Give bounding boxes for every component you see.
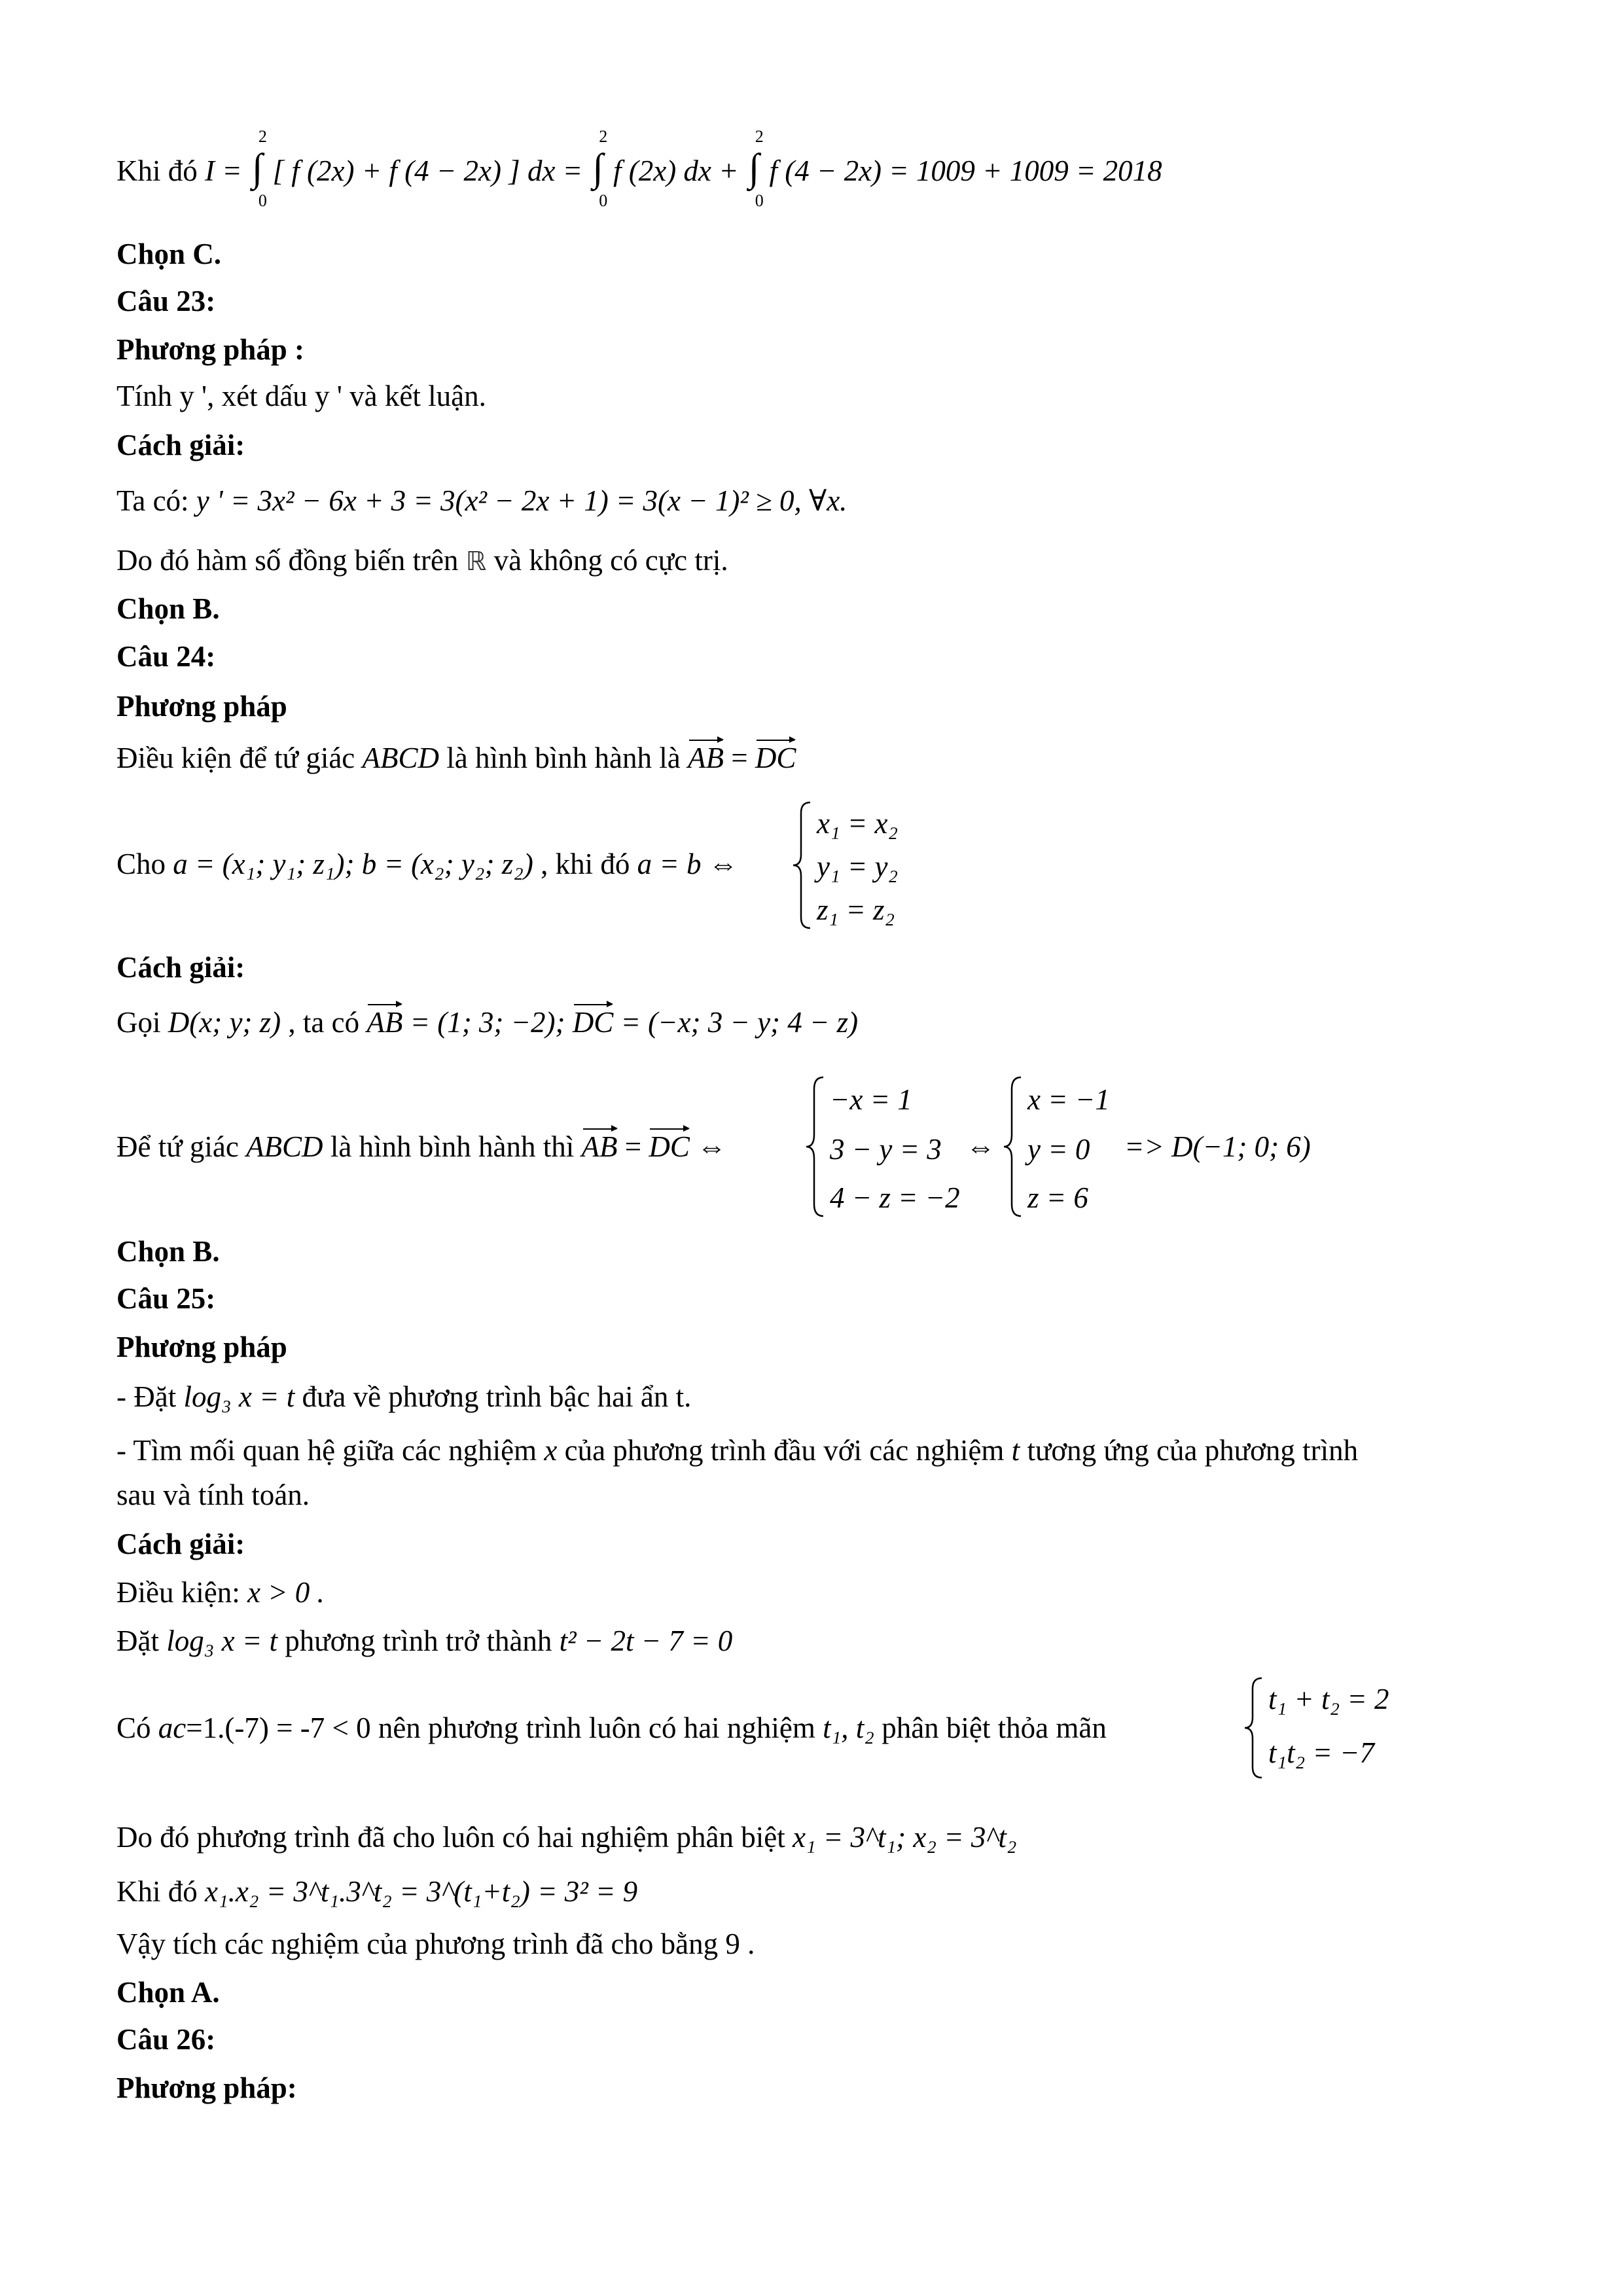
q24-call: Gọi D(x; y; z) , ta có AB = (1; 3; −2); DC = (−x; 3 − y; 4 − z)	[116, 1006, 859, 1039]
q25-conclusion: Vậy tích các nghiệm của phương trình đã cho bằng 9 .	[116, 1928, 755, 1960]
q23-solution-title: Cách giải:	[116, 429, 245, 461]
integral-line	[116, 127, 1162, 210]
q25-condition: Điều kiện: x > 0 .	[116, 1576, 325, 1609]
q25-title: Câu 25:	[116, 1282, 216, 1315]
q24-method-title: Phương pháp	[116, 690, 287, 723]
q23-method: Tính y ', xét dấu y ' và kết luận.	[116, 380, 486, 412]
q22-answer: Chọn C.	[116, 238, 222, 270]
q24-method1: Điều kiện để tứ giác ABCD là hình bình hành là AB = DC	[116, 742, 796, 774]
q25-answer: Chọn A.	[116, 1976, 220, 2009]
q25-solution-title: Cách giải:	[116, 1528, 245, 1560]
q26-method-title: Phương pháp:	[116, 2072, 297, 2104]
q25-method-title: Phương pháp	[116, 1331, 287, 1363]
q24-method2: Cho a = (x₁; y₁; z₁); b = (x₂; y₂; z₂) , khi đó a = b ⇔	[116, 848, 738, 880]
q25-ac-line: Có ac=1.(-7) = -7 < 0 nên phương trình luôn có hai nghiệm t₁, t₂ phân biệt thỏa mãn	[116, 1712, 1107, 1744]
sys4-row: t₁t₂ = −7	[1268, 1736, 1375, 1769]
vector-ab: AB	[687, 742, 724, 774]
q23-line2: Do đó hàm số đồng biến trên ℝ và không có cực trị.	[116, 544, 728, 577]
integral-sign-2: ∫ 2 0	[592, 127, 608, 210]
system-1	[791, 800, 961, 931]
q23-title: Câu 23:	[116, 285, 216, 317]
brace-icon	[804, 1075, 827, 1219]
q24-title: Câu 24:	[116, 640, 216, 673]
q25-method2: - Tìm mối quan hệ giữa các nghiệm x của phương trình đầu với các nghiệm t tương ứng của phương trình	[116, 1434, 1359, 1467]
sys3-row: y = 0	[1027, 1133, 1090, 1166]
q25-method3: sau và tính toán.	[116, 1479, 310, 1511]
sys1-row: y₁ = y₂	[817, 850, 899, 883]
q23-answer: Chọn B.	[116, 592, 220, 625]
q26-title: Câu 26:	[116, 2023, 216, 2056]
system-2	[804, 1075, 974, 1219]
sys2-row: 3 − y = 3	[830, 1133, 942, 1166]
system-3	[1001, 1075, 1132, 1219]
sys4-row: t₁ + t₂ = 2	[1268, 1683, 1389, 1715]
q25-roots: Do đó phương trình đã cho luôn có hai nghiệm phân biệt x₁ = 3^t₁; x₂ = 3^t₂	[116, 1821, 1017, 1854]
q23-line1: Ta có: y ' = 3x² − 6x + 3 = 3(x² − 2x + 1) = 3(x − 1)² ≥ 0, ∀x.	[116, 484, 847, 517]
sys3-row: z = 6	[1027, 1181, 1088, 1214]
equiv-arrow: ⇔	[966, 1130, 995, 1163]
integral-body-1: [ f (2x) + f (4 − 2x) ] dx =	[272, 154, 583, 187]
q24-solution-title: Cách giải:	[116, 951, 245, 984]
vector-dc: DC	[755, 742, 796, 774]
real-numbers-symbol: ℝ	[465, 547, 487, 577]
sys3-row: x = −1	[1027, 1083, 1110, 1116]
sys1-row: x₁ = x₂	[817, 807, 899, 840]
brace-icon	[1001, 1075, 1025, 1219]
q24-result: => D(−1; 0; 6)	[1124, 1130, 1311, 1163]
q25-substitution: Đặt log₃ x = t phương trình trở thành t² − 2t − 7 = 0	[116, 1624, 733, 1657]
integral-sign-3: ∫ 2 0	[748, 127, 764, 210]
vector-equality: a = b ⇔	[637, 848, 738, 880]
system-4	[1242, 1676, 1399, 1780]
vectors-def: a = (x₁; y₁; z₁); b = (x₂; y₂; z₂)	[173, 848, 533, 880]
sys2-row: −x = 1	[830, 1083, 912, 1116]
brace-icon	[791, 800, 814, 931]
sys2-row: 4 − z = −2	[830, 1181, 960, 1214]
q25-product: Khi đó x₁.x₂ = 3^t₁.3^t₂ = 3^(t₁+t₂) = 3² = 9	[116, 1875, 638, 1908]
integral-prefix: Khi đó	[116, 154, 198, 187]
sys1-row: z₁ = z₂	[817, 893, 895, 926]
q24-answer: Chọn B.	[116, 1235, 220, 1268]
q23-method-title: Phương pháp :	[116, 333, 305, 366]
q25-method1: - Đặt log₃ x = t đưa về phương trình bậc hai ẩn t.	[116, 1380, 692, 1413]
q23-derivative: y ' = 3x² − 6x + 3 = 3(x² − 2x + 1) = 3(x − 1)² ≥ 0, ∀x.	[196, 484, 847, 517]
integral-sign-1: ∫ 2 0	[251, 127, 267, 210]
integral-body-3: f (4 − 2x) = 1009 + 1009 = 2018	[769, 154, 1162, 187]
integral-expr-label: I =	[205, 154, 242, 187]
brace-icon	[1242, 1676, 1266, 1780]
integral-body-2: f (2x) dx +	[613, 154, 739, 187]
q24-condition: Để tứ giác ABCD là hình bình hành thì AB = DC ⇔	[116, 1130, 727, 1163]
